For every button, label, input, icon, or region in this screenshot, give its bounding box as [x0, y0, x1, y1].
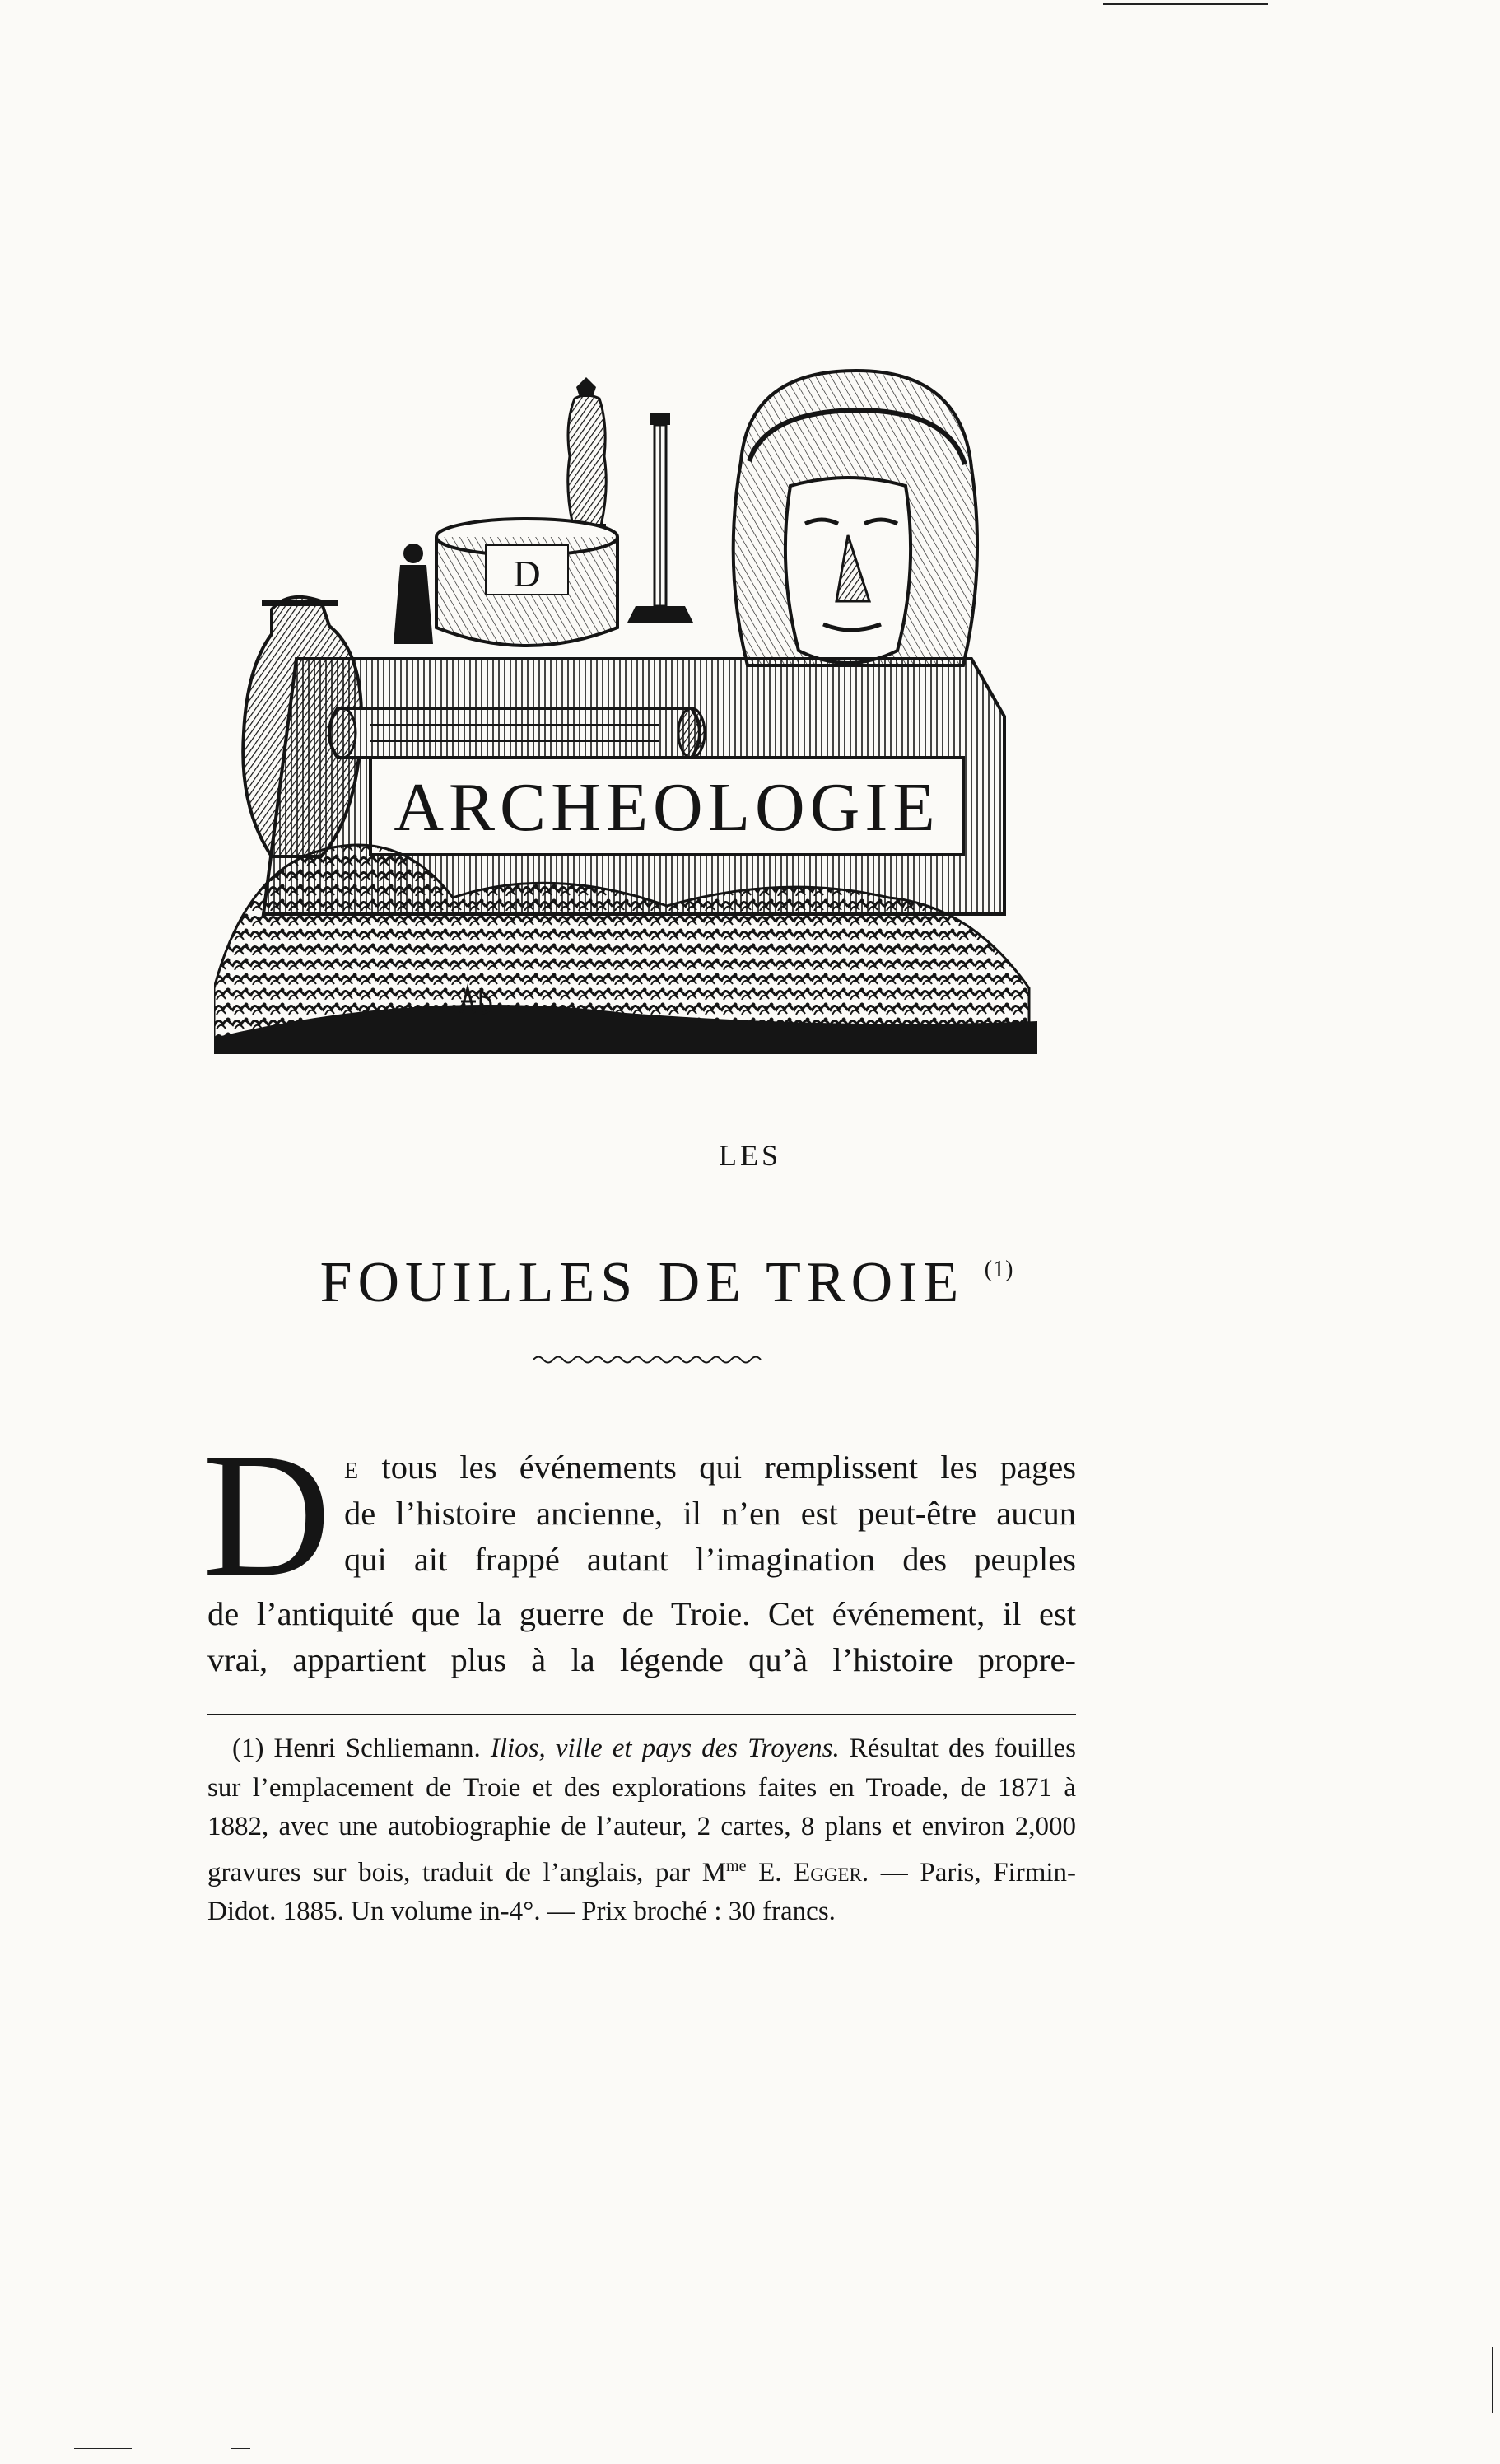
scan-mark-right-edge [1492, 2347, 1493, 2413]
footnote-paragraph [207, 1729, 1076, 1932]
scroll-letter: D [513, 553, 541, 595]
body-line-5: vrai, appartient plus à la légende qu’à l’histoire propre- [207, 1641, 1076, 1678]
body-line-4: de l’antiquité que la guerre de Troie. Cet événement, il est [207, 1595, 1076, 1632]
footnote-book-title: Ilios, ville et pays des Troyens. [490, 1734, 840, 1763]
scan-mark-bottom-left-2 [231, 2448, 250, 2449]
section-kicker: LES [718, 1139, 781, 1172]
statue-figure [568, 377, 607, 535]
first-word-rest: e [344, 1449, 360, 1486]
archeologie-vignette [214, 362, 1037, 1054]
scan-mark-bottom-left [74, 2448, 132, 2449]
translator-title-sup: me [726, 1856, 747, 1875]
column-object [627, 413, 693, 623]
footnote-rule [207, 1714, 1076, 1715]
article-title-text: FOUILLES DE TROIE [319, 1251, 965, 1314]
body-line-2: de l’histoire ancienne, il n’en est peut-être aucun [344, 1495, 1076, 1532]
translator-initial: E. [758, 1857, 782, 1888]
footnote-marker: (1) [232, 1734, 264, 1763]
engraving-illustration [214, 362, 1037, 1054]
drop-cap: D [203, 1416, 331, 1613]
stone-head [734, 371, 977, 665]
scan-mark-top-right [1103, 3, 1268, 5]
small-figurine [394, 544, 433, 644]
article-body [203, 1416, 1076, 1683]
footnote-text-2: . — Paris, Firmin-Didot. 1885. Un volume in-4°. — Prix broché : 30 francs. [207, 1857, 1077, 1926]
footnote-text-1: Résultat des fouilles sur l’emplacement de Troie et des explorations faites en Troade, de 1871 à 1882, avec une autobiographie de l’auteur, 2 cartes, 8 plans et environ 2,000 gravures sur bois, traduit de l’anglais, par [207, 1734, 1077, 1888]
title-ornament [533, 1354, 764, 1365]
translator-title: M [701, 1857, 727, 1888]
footnote-author: Henri Schliemann. [273, 1734, 481, 1763]
translator-name: Egger [794, 1857, 862, 1888]
footnote [207, 1729, 1076, 1932]
article-title [255, 1250, 1078, 1316]
title-note-reference: (1) [984, 1257, 1014, 1282]
body-line-3: qui ait frappé autant l’imagination des peuples [344, 1541, 1076, 1578]
cylinder-drum [436, 519, 617, 646]
vignette-banner-word: ARCHEOLOGIE [394, 769, 940, 846]
body-line-1: e tous les événements qui remplissent les pages [344, 1449, 1076, 1486]
